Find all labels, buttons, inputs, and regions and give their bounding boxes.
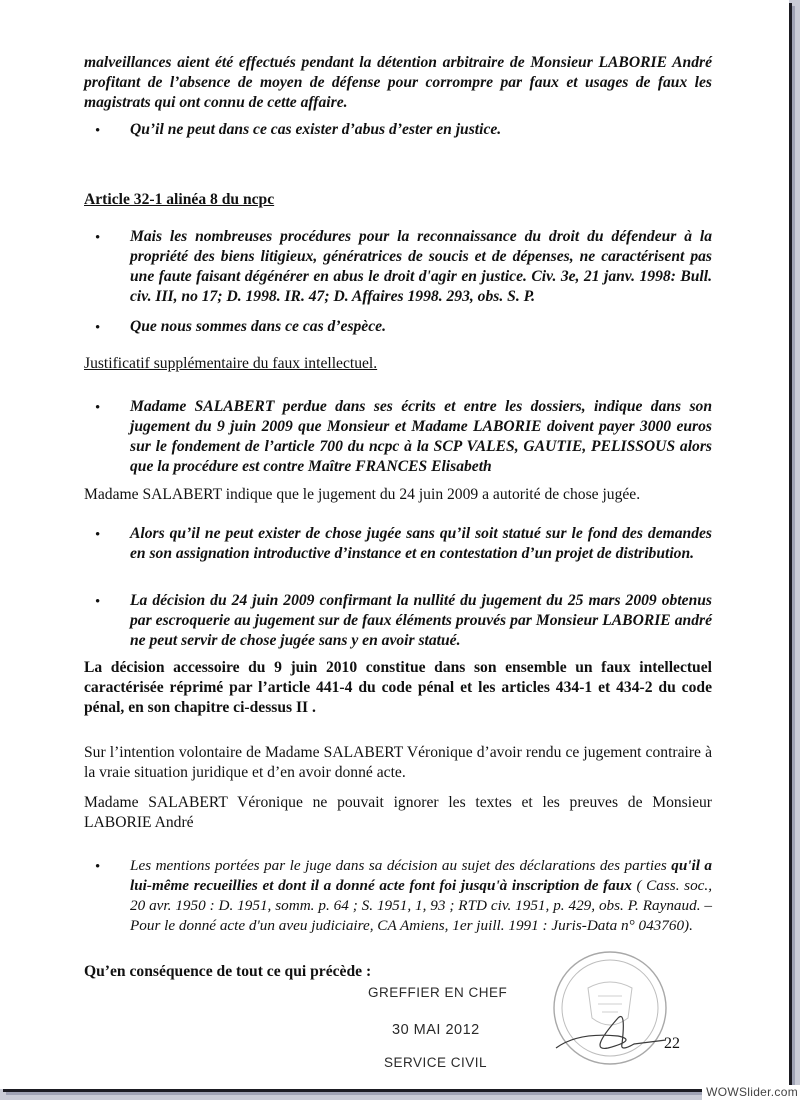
bullet-icon: •	[95, 320, 101, 336]
bullet-abus-ester: Qu’il ne peut dans ce cas exister d’abus d’ester en justice.	[130, 121, 502, 138]
mentions-citation: ( Cass. soc., 20 avr. 1950 : D. 1951, somm. p. 64 ; S. 1951, 1, 93 ; RTD civ. 1951, p. 429, obs. P. Raynaud. – Pour le donné acte d'un aveu judiciaire, CA Amiens, 1er juill. 1991 : Juris-Data n° 043760).	[130, 877, 712, 934]
bullet-procedures	[130, 227, 712, 307]
stamp-greffier: GREFFIER EN CHEF	[368, 985, 508, 1000]
bullet-decision-24-juin: La décision du 24 juin 2009 confirmant la nullité du jugement du 25 mars 2009 obtenus par escroquerie au jugement sur de faux éléments prouvés par Monsieur LABORIE andré ne peut servir de chose jugée sans y en avoir statué.	[130, 592, 712, 649]
watermark-label: WOWSlider.com	[702, 1085, 800, 1100]
signature-stroke	[556, 1016, 666, 1048]
seal-inner-ring	[562, 960, 658, 1056]
bullet-icon: •	[95, 527, 101, 543]
paragraph-intention: Sur l’intention volontaire de Madame SALABERT Véronique d’avoir rendu ce jugement contraire à la vraie situation juridique et d’en avoir donné acte.	[84, 744, 712, 781]
bullet-icon: •	[95, 594, 101, 610]
paragraph-decision-accessoire: La décision accessoire du 9 juin 2010 constitue dans son ensemble un faux intellectuel caractérisée réprimé par l’article 441-4 du code pénal et les articles 434-1 et 434-2 du code pénal, en son chapitre ci-dessus II .	[84, 659, 712, 716]
bullet-icon: •	[95, 123, 101, 139]
mentions-bold: qu'il a lui-même recueillies et dont il a donné acte font foi jusqu'à inscription de faux	[130, 857, 712, 894]
heading-justificatif: Justificatif supplémentaire du faux intellectuel.	[84, 355, 378, 372]
bullet-salabert-jugement: Madame SALABERT perdue dans ses écrits et entre les dossiers, indique dans son jugement du 9 juin 2009 que Monsieur et Madame LABORIE doivent payer 3000 euros sur le fondement de l’article 700 du ncpc à la SCP VALES, GAUTIE, PELISSOUS alors que la procédure est contre Maître FRANCES Elisabeth	[130, 398, 712, 475]
bullet-procedures-text: Mais les nombreuses procédures pour la reconnaissance du droit du défendeur à la propriété des biens litigieux, génératrices de soucis et de dépenses, ne caractérisent pas une faute faisant dégénérer en abus le droit d'agir en justice.	[130, 228, 712, 285]
court-seal	[548, 948, 668, 1076]
continuation-paragraph: malveillances aient été effectués pendant la détention arbitraire de Monsieur LABORIE André profitant de l’absence de moyen de défense pour corrompre par faux et usages de faux les magistrats qui ont connu de cette affaire.	[84, 54, 712, 111]
seal-emblem-detail	[598, 996, 622, 1012]
stamp-service: SERVICE CIVIL	[384, 1055, 488, 1070]
page-number: 22	[664, 1035, 680, 1052]
bullet-procedures-citation: Civ. 3e, 21 janv. 1998: Bull. civ. III, no 17; D. 1998. IR. 47; D. Affaires 1998. 293, obs. S. P.	[130, 268, 712, 305]
heading-article-32-1: Article 32-1 alinéa 8 du ncpc	[84, 191, 275, 208]
paragraph-ignorer-textes: Madame SALABERT Véronique ne pouvait ignorer les textes et les preuves de Monsieur LABORIE André	[84, 794, 712, 831]
mentions-lead: Les mentions portées par le juge dans sa décision au sujet des déclarations des parties	[130, 857, 667, 874]
stamp-date: 30 MAI 2012	[392, 1022, 480, 1038]
paragraph-autorite-chose-jugee: Madame SALABERT indique que le jugement du 24 juin 2009 a autorité de chose jugée.	[84, 486, 641, 503]
bullet-cas-espece: Que nous sommes dans ce cas d’espèce.	[130, 318, 386, 335]
bullet-icon: •	[95, 400, 101, 416]
conclusion-heading: Qu’en conséquence de tout ce qui précède :	[84, 963, 372, 980]
bullet-icon: •	[95, 230, 101, 246]
bullet-mentions-juge	[130, 856, 712, 936]
bullet-icon: •	[95, 859, 101, 875]
bullet-chose-jugee: Alors qu’il ne peut exister de chose jugée sans qu’il soit statué sur le fond des demandes en son assignation introductive d’instance et en contestation d’un projet de distribution.	[130, 525, 712, 562]
